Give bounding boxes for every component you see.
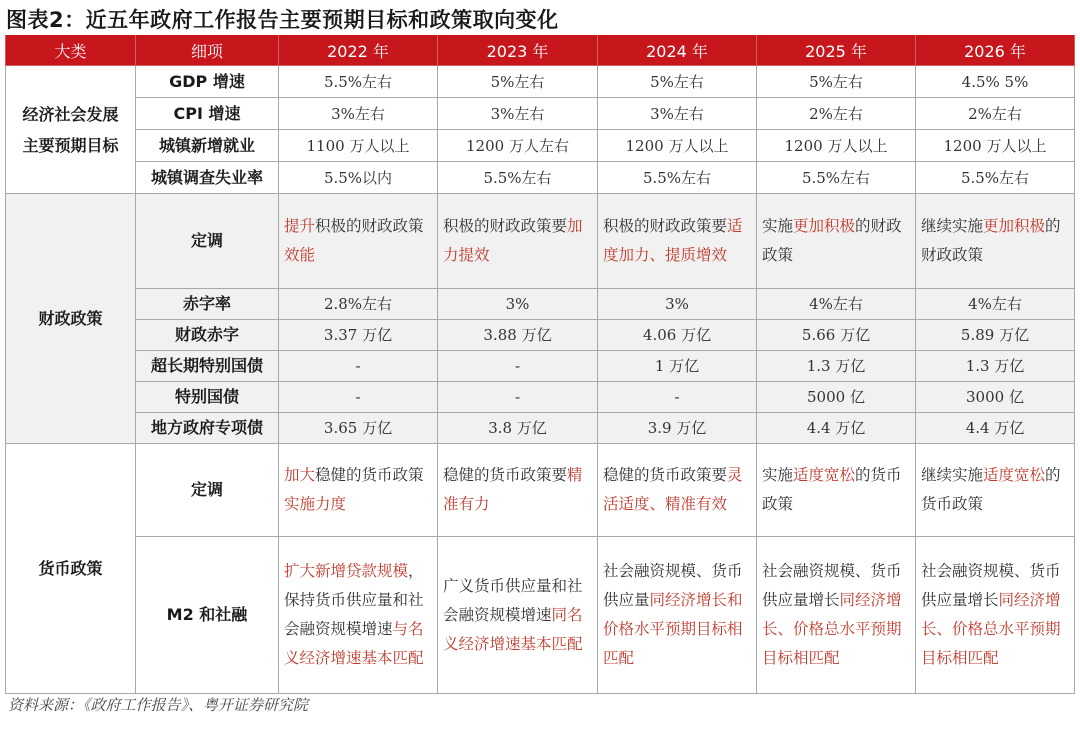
highlighted-text: 更加积极	[793, 217, 856, 235]
table-row	[6, 162, 1075, 194]
text-segment: 实施	[762, 217, 794, 235]
value-cell: 1 万亿	[598, 351, 757, 382]
value-cell: 3%	[598, 289, 757, 320]
value-cell: 1200 万人以上	[757, 130, 916, 162]
value-cell: -	[279, 351, 438, 382]
highlighted-text: 加力提效	[443, 217, 583, 264]
value-cell: -	[279, 382, 438, 413]
header-2023: 2023 年	[438, 35, 598, 66]
highlighted-text: 效能	[284, 246, 316, 264]
value-cell: 5.5%左右	[438, 162, 598, 194]
text-segment: 的货币政策	[762, 466, 902, 513]
text-segment: 稳健的货币政策	[315, 466, 424, 484]
text-segment: 的财政政策	[762, 217, 902, 264]
monetary-tone-cell	[598, 444, 757, 537]
value-cell: 5.5%左右	[916, 162, 1075, 194]
text-segment: 的货币政策	[921, 466, 1061, 513]
monetary-tone-cell	[279, 444, 438, 537]
value-cell: 1.3 万亿	[916, 351, 1075, 382]
highlighted-text: 适度加力、提质增效	[603, 217, 743, 264]
highlighted-text: 同经济增长和价格水平预期目标相匹配	[603, 591, 743, 667]
table-row	[6, 413, 1075, 444]
table-row	[6, 320, 1075, 351]
row-item-label: 城镇调查失业率	[136, 162, 279, 194]
value-cell: 5.5%左右	[757, 162, 916, 194]
text-segment: 社会融资规模、货币供应量	[603, 562, 743, 609]
value-cell: 1200 万人左右	[438, 130, 598, 162]
value-cell: 3.37 万亿	[279, 320, 438, 351]
table-row	[6, 194, 1075, 289]
value-cell: 5.5%左右	[598, 162, 757, 194]
highlighted-text: 适度宽松	[983, 466, 1046, 484]
m2-credit-cell	[438, 537, 598, 694]
header-row	[6, 35, 1075, 66]
value-cell: 3.65 万亿	[279, 413, 438, 444]
highlighted-text: 同名义经济增速基本匹配	[443, 605, 583, 653]
row-item-label: 特别国债	[136, 382, 279, 413]
highlighted-text: 加大	[284, 466, 316, 484]
monetary-tone-cell	[916, 444, 1075, 537]
value-cell: 4.5% 5%	[916, 66, 1075, 98]
text-segment: 继续实施	[921, 217, 984, 235]
table-row	[6, 382, 1075, 413]
text-segment: 继续实施	[921, 466, 984, 484]
highlighted-text: 同经济增长、价格总水平预期目标相匹配	[921, 591, 1061, 667]
value-cell: 2%左右	[916, 98, 1075, 130]
text-segment: 积极的财政政策要	[443, 217, 568, 235]
highlighted-text: 提升	[284, 217, 316, 235]
text-segment: 社会融资规模、货币供应量增长	[921, 562, 1061, 609]
value-cell: -	[598, 382, 757, 413]
value-cell: 3%左右	[598, 98, 757, 130]
value-cell: 3.8 万亿	[438, 413, 598, 444]
value-cell: 3.88 万亿	[438, 320, 598, 351]
category-monetary-policy: 货币政策	[6, 444, 136, 694]
text-segment: 积极的财政政策	[315, 217, 424, 235]
value-cell: -	[438, 382, 598, 413]
m2-credit-cell	[279, 537, 438, 694]
m2-credit-cell	[916, 537, 1075, 694]
value-cell: 1200 万人以上	[598, 130, 757, 162]
fiscal-tone-cell	[916, 194, 1075, 289]
fiscal-tone-cell	[438, 194, 598, 289]
value-cell: 5%左右	[757, 66, 916, 98]
row-item-label: 地方政府专项债	[136, 413, 279, 444]
category-fiscal-policy: 财政政策	[6, 194, 136, 444]
row-item-label: 城镇新增就业	[136, 130, 279, 162]
highlighted-text: 灵活适度、精准有效	[603, 466, 743, 513]
text-segment: 稳健的货币政策要	[443, 466, 568, 484]
table-row	[6, 351, 1075, 382]
highlighted-text: 更加积极	[983, 217, 1046, 235]
value-cell: 4.4 万亿	[757, 413, 916, 444]
text-segment: 积极的财政政策要	[603, 217, 728, 235]
value-cell: 2%左右	[757, 98, 916, 130]
value-cell: 5000 亿	[757, 382, 916, 413]
row-item-label: GDP 增速	[136, 66, 279, 98]
table-row	[6, 98, 1075, 130]
fiscal-tone-cell	[757, 194, 916, 289]
row-item-label: 定调	[136, 194, 279, 289]
value-cell: 5.89 万亿	[916, 320, 1075, 351]
value-cell: 3%	[438, 289, 598, 320]
policy-comparison-table	[5, 35, 1075, 694]
value-cell: 5%左右	[438, 66, 598, 98]
value-cell: 2.8%左右	[279, 289, 438, 320]
value-cell: 5.5%左右	[279, 66, 438, 98]
text-segment: 稳健的货币政策要	[603, 466, 728, 484]
table-row	[6, 130, 1075, 162]
m2-credit-cell	[757, 537, 916, 694]
header-2024: 2024 年	[598, 35, 757, 66]
row-item-label: 定调	[136, 444, 279, 537]
value-cell: 3000 亿	[916, 382, 1075, 413]
value-cell: 1100 万人以上	[279, 130, 438, 162]
text-segment: 社会融资规模、货币供应量增长	[762, 562, 902, 609]
value-cell: 5.5%以内	[279, 162, 438, 194]
category-label-line: 主要预期目标	[22, 135, 119, 155]
value-cell: 4.06 万亿	[598, 320, 757, 351]
row-item-label: CPI 增速	[136, 98, 279, 130]
row-item-label: 超长期特别国债	[136, 351, 279, 382]
table-row	[6, 537, 1075, 694]
row-item-label: 赤字率	[136, 289, 279, 320]
value-cell: 3.9 万亿	[598, 413, 757, 444]
fiscal-tone-cell	[279, 194, 438, 289]
category-label-line: 经济社会发展	[22, 104, 119, 124]
fiscal-tone-cell	[598, 194, 757, 289]
header-2022: 2022 年	[279, 35, 438, 66]
row-item-label: 财政赤字	[136, 320, 279, 351]
category-econ-targets	[6, 66, 136, 194]
value-cell: 4%左右	[757, 289, 916, 320]
header-category: 大类	[6, 35, 136, 66]
highlighted-text: 实施力度	[284, 495, 347, 513]
monetary-tone-cell	[757, 444, 916, 537]
table-row	[6, 289, 1075, 320]
value-cell: 1200 万人以上	[916, 130, 1075, 162]
value-cell: 4%左右	[916, 289, 1075, 320]
header-2025: 2025 年	[757, 35, 916, 66]
text-segment: 实施	[762, 466, 794, 484]
value-cell: 5%左右	[598, 66, 757, 98]
value-cell: 5.66 万亿	[757, 320, 916, 351]
row-item-label: M2 和社融	[136, 537, 279, 694]
value-cell: 3%左右	[279, 98, 438, 130]
value-cell: 1.3 万亿	[757, 351, 916, 382]
highlighted-text: 扩大新增贷款规模	[284, 562, 409, 580]
header-item: 细项	[136, 35, 279, 66]
monetary-tone-cell	[438, 444, 598, 537]
value-cell: 3%左右	[438, 98, 598, 130]
text-segment: 的财政政策	[921, 217, 1061, 264]
figure-title: 图表2：近五年政府工作报告主要预期目标和政策取向变化	[6, 8, 559, 32]
highlighted-text: 与名义经济增速基本匹配	[284, 620, 424, 667]
highlighted-text: 同经济增长、价格总水平预期目标相匹配	[762, 591, 902, 667]
text-segment: ，保持货币供应量和社会融资规模增速	[284, 562, 424, 638]
highlighted-text: 适度宽松	[793, 466, 856, 484]
header-2026: 2026 年	[916, 35, 1075, 66]
table-row	[6, 66, 1075, 98]
text-segment: 广义货币供应量和社会融资规模增速	[443, 576, 583, 624]
source-note: 资料来源：《政府工作报告》、粤开证券研究院	[8, 696, 309, 714]
value-cell: -	[438, 351, 598, 382]
value-cell: 4.4 万亿	[916, 413, 1075, 444]
highlighted-text: 精准有力	[443, 466, 583, 513]
table-row	[6, 444, 1075, 537]
m2-credit-cell	[598, 537, 757, 694]
